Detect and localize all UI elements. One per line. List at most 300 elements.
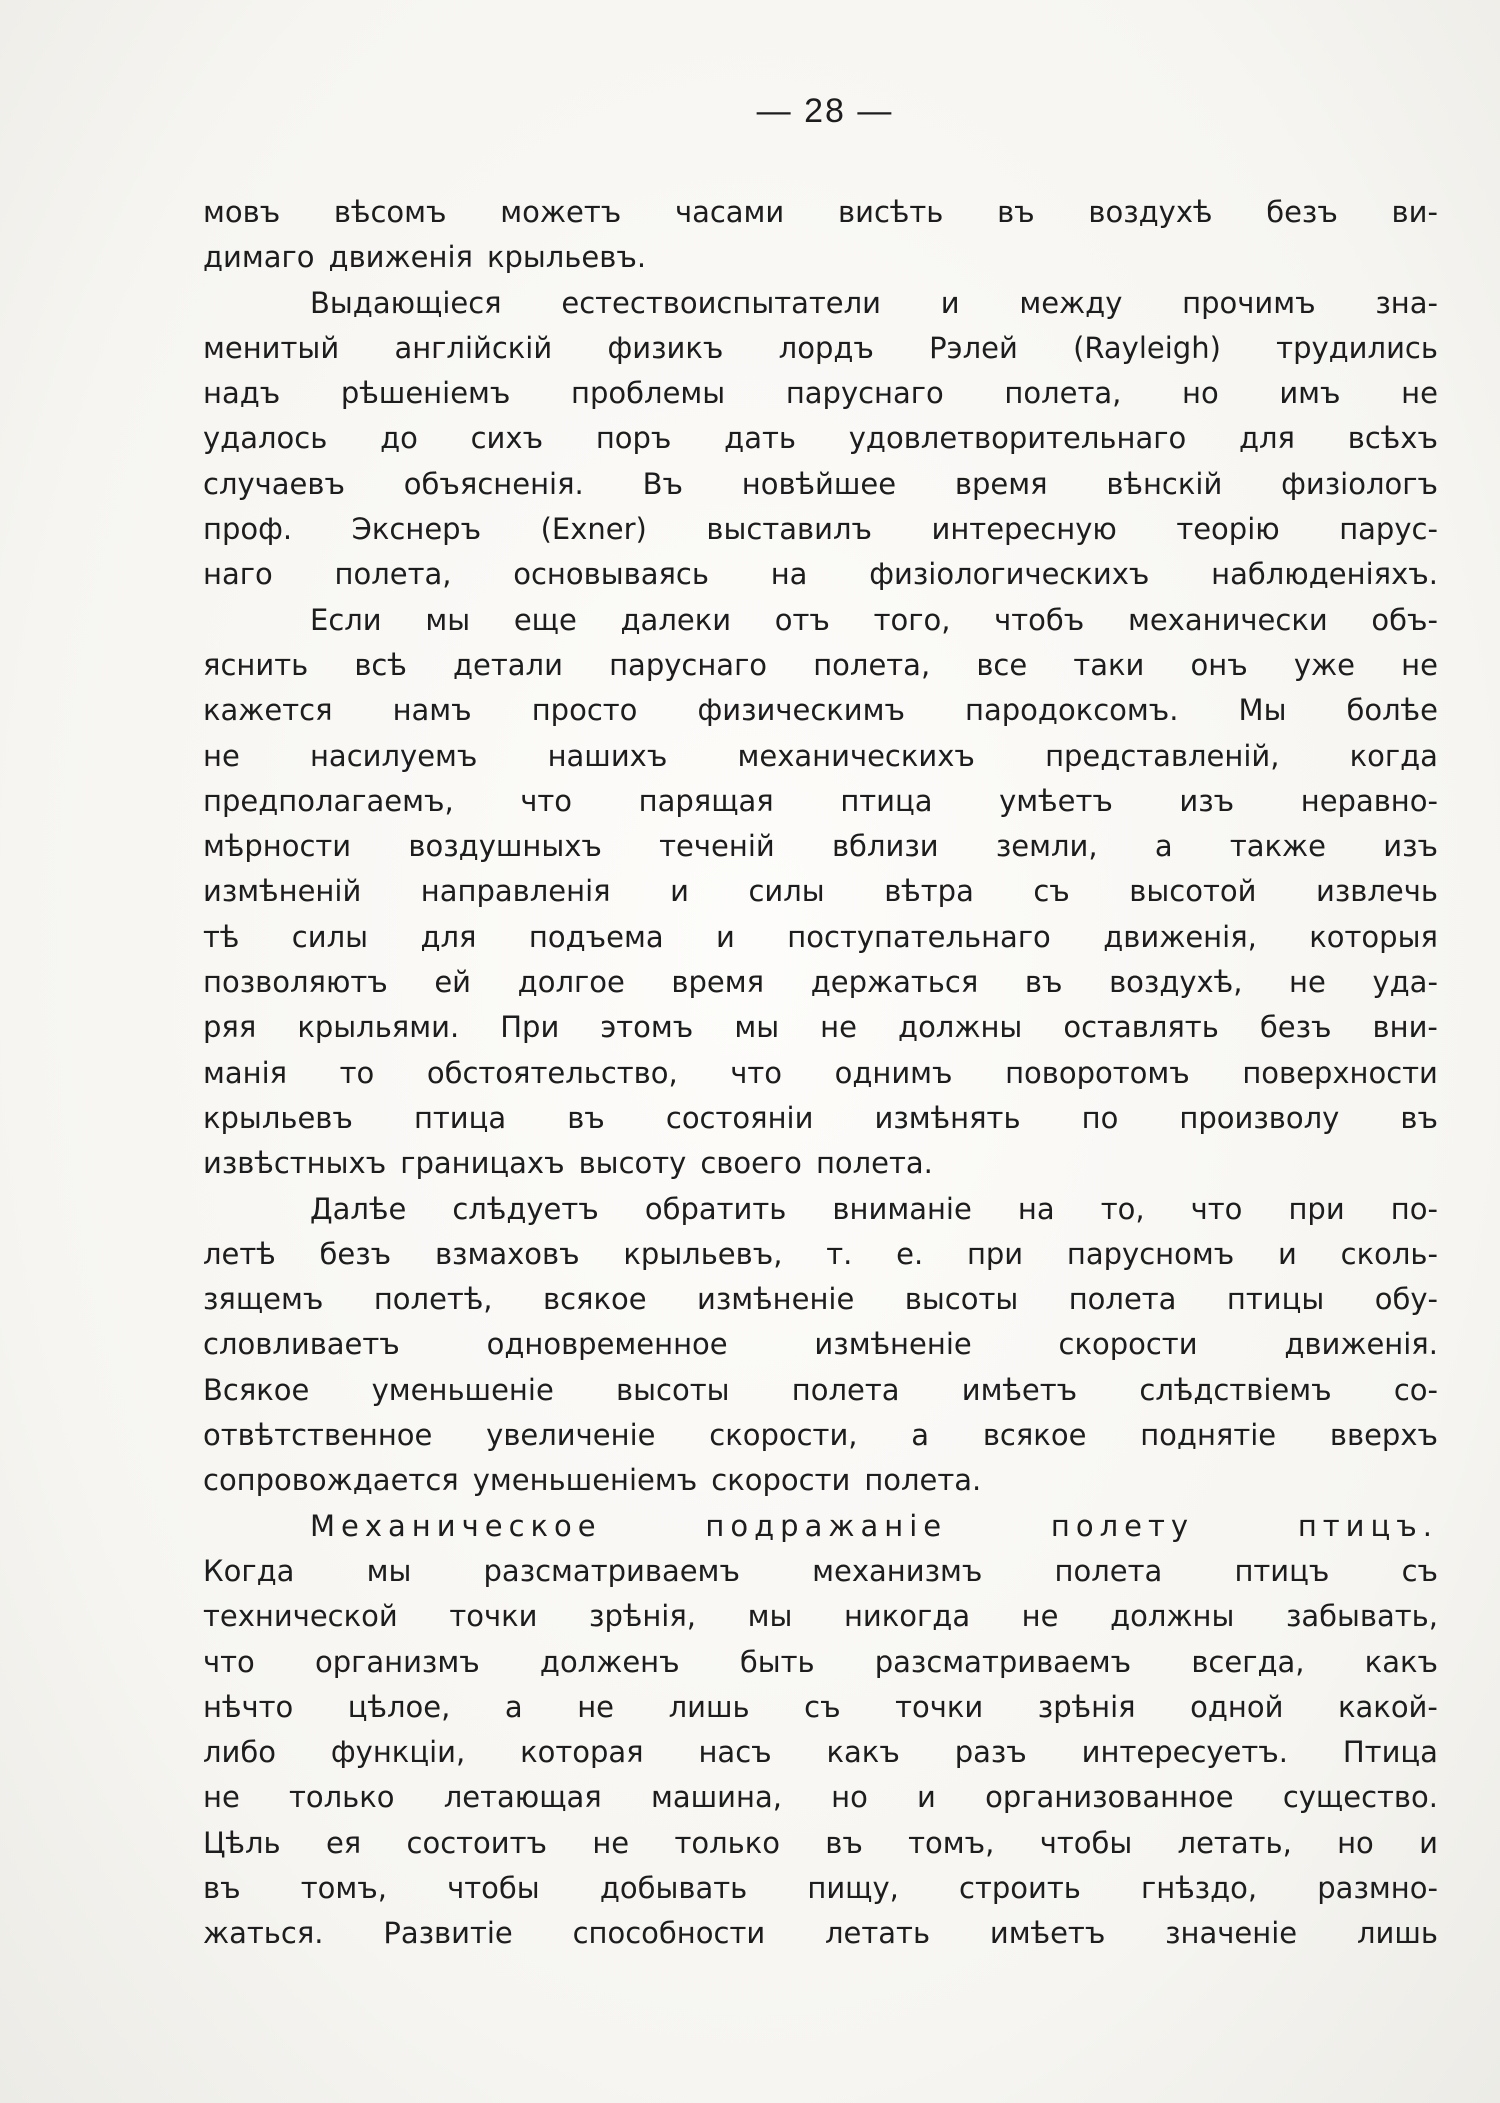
word: также xyxy=(1229,829,1326,864)
word: своего xyxy=(700,1146,802,1181)
word: долженъ xyxy=(539,1644,680,1679)
word: поворотомъ xyxy=(1005,1055,1190,1090)
word: парящая xyxy=(638,783,774,818)
word: строить xyxy=(959,1870,1081,1905)
word: и xyxy=(940,285,960,320)
word: физическимъ xyxy=(697,693,906,728)
word: земли, xyxy=(995,829,1098,864)
word: интересную xyxy=(931,512,1117,547)
word: пародоксомъ. xyxy=(965,693,1179,728)
word: а xyxy=(504,1689,523,1724)
word: никогда xyxy=(843,1599,971,1634)
word: проблемы xyxy=(571,376,726,411)
word: рѣшеніемъ xyxy=(340,376,511,411)
word: кажется xyxy=(203,693,333,728)
word: съ xyxy=(1033,874,1070,909)
word: теченій xyxy=(659,829,775,864)
text-line xyxy=(203,1821,1438,1866)
word: технической xyxy=(203,1599,398,1634)
text-line xyxy=(203,1685,1438,1730)
word: какъ xyxy=(826,1735,900,1770)
word: отъ xyxy=(774,602,830,637)
text-line xyxy=(203,1368,1438,1413)
word: насилуемъ xyxy=(309,738,478,773)
word: высоты xyxy=(904,1282,1019,1317)
word: воздухѣ xyxy=(1088,195,1213,229)
word: не xyxy=(820,1010,857,1045)
text-line xyxy=(203,915,1438,960)
word: удалось xyxy=(203,421,328,456)
word: наблюденіяхъ. xyxy=(1211,557,1438,592)
word: объ- xyxy=(1371,602,1438,637)
word: разсматриваемъ xyxy=(874,1644,1132,1679)
word: разъ xyxy=(954,1735,1027,1770)
word: имѣетъ xyxy=(989,1916,1106,1951)
word: крыльевъ. xyxy=(486,240,647,275)
word: паруснаго xyxy=(609,647,768,682)
word: скорости xyxy=(1058,1327,1198,1362)
word: обратить xyxy=(644,1191,787,1226)
word: прочимъ xyxy=(1182,285,1316,320)
word: димаго xyxy=(203,240,315,275)
word: механическихъ xyxy=(737,738,975,773)
word: зрѣнія xyxy=(1037,1689,1136,1724)
word: а xyxy=(911,1418,930,1453)
word: быть xyxy=(739,1644,815,1679)
word: слѣдуетъ xyxy=(452,1191,599,1226)
text-line xyxy=(203,1911,1438,1956)
word: добывать xyxy=(599,1870,748,1905)
word: ея xyxy=(325,1825,362,1860)
word: можетъ xyxy=(500,195,622,229)
word: Птица xyxy=(1342,1735,1438,1770)
word: Механическое xyxy=(310,1508,602,1543)
word: извѣстныхъ xyxy=(203,1146,387,1181)
word: состояніи xyxy=(665,1100,814,1135)
word: птица xyxy=(840,783,933,818)
word: мѣрности xyxy=(203,829,352,864)
word: высоты xyxy=(616,1372,730,1407)
word: что xyxy=(1190,1191,1243,1226)
word: позволяютъ xyxy=(203,965,388,1000)
word: подражаніе xyxy=(705,1508,948,1543)
word: болѣе xyxy=(1346,693,1438,728)
word: время xyxy=(671,965,765,1000)
word: имѣетъ xyxy=(961,1372,1078,1407)
word: вниманіе xyxy=(832,1191,972,1226)
word: далеки xyxy=(620,602,732,637)
word: Рэлей xyxy=(929,330,1018,365)
word: жаться. xyxy=(203,1916,324,1951)
word: измѣненій xyxy=(203,874,362,909)
word: безъ xyxy=(1259,1010,1332,1045)
text-line xyxy=(203,1096,1438,1141)
word: поръ xyxy=(595,421,672,456)
word: имъ xyxy=(1279,376,1341,411)
word: мы xyxy=(734,1010,780,1045)
word: механически xyxy=(1127,602,1328,637)
word: Всякое xyxy=(203,1372,310,1407)
word: высотой xyxy=(1129,874,1257,909)
word: Если xyxy=(310,602,382,637)
word: взмаховъ xyxy=(434,1236,580,1271)
text-line xyxy=(203,235,1438,280)
word: физикъ xyxy=(607,330,724,365)
word: полета, xyxy=(334,557,452,592)
text-line xyxy=(203,1594,1438,1639)
word: намъ xyxy=(392,693,472,728)
word: не xyxy=(1401,647,1438,682)
word: въ xyxy=(825,1825,863,1860)
word: не xyxy=(592,1825,630,1860)
word: зрѣнія, xyxy=(589,1599,697,1634)
text-line xyxy=(203,1005,1438,1050)
word: сихъ xyxy=(470,421,544,456)
word: ей xyxy=(434,965,472,1000)
text-line xyxy=(203,1051,1438,1096)
text-line xyxy=(203,643,1438,688)
word: выставилъ xyxy=(706,512,872,547)
text-line xyxy=(203,779,1438,824)
word: объясненія. xyxy=(403,466,584,501)
word: висѣть xyxy=(838,195,944,229)
word: Развитіе xyxy=(383,1916,513,1951)
word: представленій, xyxy=(1045,738,1280,773)
word: паруснаго xyxy=(785,376,944,411)
text-line xyxy=(203,688,1438,733)
word: долгое xyxy=(517,965,625,1000)
word: основываясь xyxy=(513,557,709,592)
word: размно- xyxy=(1317,1870,1438,1905)
word: произволу xyxy=(1179,1100,1340,1135)
word: полета xyxy=(1054,1553,1163,1588)
word: при xyxy=(1288,1191,1345,1226)
text-line xyxy=(203,1277,1438,1322)
word: съ xyxy=(1401,1553,1438,1588)
word: время xyxy=(954,466,1048,501)
word: полета. xyxy=(815,1146,933,1181)
word: для xyxy=(1238,421,1296,456)
word: томъ, xyxy=(300,1870,387,1905)
word: и xyxy=(716,919,735,954)
word: летать, xyxy=(1177,1825,1292,1860)
word: всякое xyxy=(982,1418,1087,1453)
word: нашихъ xyxy=(547,738,668,773)
word: только xyxy=(674,1825,780,1860)
word: высоту xyxy=(578,1146,687,1181)
text-line xyxy=(203,507,1438,552)
text-line xyxy=(203,734,1438,779)
text-line xyxy=(203,281,1438,326)
word: все xyxy=(976,647,1028,682)
word: летающая xyxy=(443,1780,602,1815)
word: крыльевъ xyxy=(203,1100,353,1135)
text-line xyxy=(203,1458,1438,1503)
word: мы xyxy=(425,602,471,637)
word: то xyxy=(339,1055,375,1090)
word: летѣ xyxy=(203,1236,276,1271)
word: вблизи xyxy=(831,829,939,864)
word: и xyxy=(670,874,689,909)
word: Цѣль xyxy=(203,1825,281,1860)
word: часами xyxy=(674,195,785,229)
word: значеніе xyxy=(1165,1916,1298,1951)
word: воздухѣ, xyxy=(1109,965,1243,1000)
word: гнѣздо, xyxy=(1141,1870,1258,1905)
word: птицъ xyxy=(1234,1553,1330,1588)
word: полету xyxy=(1050,1508,1195,1543)
word: насъ xyxy=(698,1735,772,1770)
page-number: — 28 — xyxy=(756,92,894,130)
word: (Exner) xyxy=(540,512,647,547)
word: уменьшеніе xyxy=(371,1372,554,1407)
word: что xyxy=(203,1644,255,1679)
word: а xyxy=(1154,829,1173,864)
word: е. xyxy=(896,1236,924,1271)
word: поверхности xyxy=(1242,1055,1438,1090)
word: птицы xyxy=(1226,1282,1325,1317)
word: со- xyxy=(1393,1372,1438,1407)
word: летать xyxy=(825,1916,931,1951)
word: парус- xyxy=(1339,512,1438,547)
word: лордъ xyxy=(778,330,874,365)
word: всегда, xyxy=(1191,1644,1305,1679)
word: естествоиспытатели xyxy=(561,285,881,320)
word: сопровождается xyxy=(203,1463,459,1498)
word: мы xyxy=(366,1553,412,1588)
word: полета, xyxy=(813,647,931,682)
word: либо xyxy=(203,1735,277,1770)
word: умѣетъ xyxy=(999,783,1113,818)
word: полета, xyxy=(1004,376,1122,411)
word: функціи, xyxy=(330,1735,466,1770)
word: лишь xyxy=(1356,1916,1438,1951)
text-line xyxy=(203,326,1438,371)
word: измѣнять xyxy=(874,1100,1021,1135)
word: полетѣ, xyxy=(373,1282,493,1317)
word: цѣлое, xyxy=(347,1689,451,1724)
word: чтобы xyxy=(447,1870,540,1905)
word: уже xyxy=(1293,647,1355,682)
text-line xyxy=(203,824,1438,869)
text-line xyxy=(203,598,1438,643)
word: движенія, xyxy=(1103,919,1257,954)
word: менитый xyxy=(203,330,340,365)
word: поступательнаго xyxy=(787,919,1051,954)
word: всѣ xyxy=(354,647,407,682)
text-line xyxy=(203,1775,1438,1820)
word: манія xyxy=(203,1055,288,1090)
text-line xyxy=(203,462,1438,507)
text-line xyxy=(203,1322,1438,1367)
word: не xyxy=(1289,965,1326,1000)
text-line xyxy=(203,552,1438,597)
word: забывать, xyxy=(1285,1599,1438,1634)
text-line xyxy=(203,371,1438,416)
word: изъ xyxy=(1179,783,1235,818)
word: англійскій xyxy=(394,330,553,365)
word: Выдающіеся xyxy=(310,285,502,320)
word: удовлетворительнаго xyxy=(848,421,1187,456)
word: наго xyxy=(203,557,273,592)
word: неравно- xyxy=(1300,783,1438,818)
word: съ xyxy=(804,1689,841,1724)
word: не xyxy=(1021,1599,1059,1634)
word: однимъ xyxy=(834,1055,953,1090)
text-line xyxy=(203,1730,1438,1775)
word: полета xyxy=(791,1372,900,1407)
word: существо. xyxy=(1282,1780,1438,1815)
word: силы xyxy=(748,874,825,909)
word: не xyxy=(203,738,240,773)
word: измѣненіе xyxy=(814,1327,972,1362)
word: измѣненіе xyxy=(697,1282,855,1317)
word: между xyxy=(1019,285,1123,320)
word: для xyxy=(420,919,477,954)
word: Далѣе xyxy=(310,1191,407,1226)
word: точки xyxy=(449,1599,538,1634)
word: яснить xyxy=(203,647,309,682)
word: до xyxy=(380,421,418,456)
word: при xyxy=(966,1236,1024,1271)
word: разсматриваемъ xyxy=(483,1553,740,1588)
word: отвѣтственное xyxy=(203,1418,433,1453)
word: и xyxy=(1278,1236,1297,1271)
word: силы xyxy=(291,919,369,954)
word: парусномъ xyxy=(1066,1236,1235,1271)
word: какой- xyxy=(1338,1689,1438,1724)
word: уда- xyxy=(1372,965,1438,1000)
word: въ xyxy=(1024,965,1063,1000)
word: просто xyxy=(531,693,638,728)
word: въ xyxy=(1400,1100,1438,1135)
word: этомъ xyxy=(600,1010,694,1045)
word: При xyxy=(500,1010,560,1045)
word: какъ xyxy=(1364,1644,1438,1679)
word: Въ xyxy=(642,466,683,501)
word: организмъ xyxy=(314,1644,480,1679)
word: должны xyxy=(1110,1599,1235,1634)
word: вверхъ xyxy=(1329,1418,1438,1453)
word: направленія xyxy=(420,874,611,909)
word: держаться xyxy=(810,965,979,1000)
word: крыльями. xyxy=(297,1010,460,1045)
word: нѣчто xyxy=(203,1689,294,1724)
text-line xyxy=(203,869,1438,914)
word: чтобъ xyxy=(994,602,1085,637)
word: на xyxy=(770,557,808,592)
word: того, xyxy=(873,602,951,637)
word: и xyxy=(917,1780,936,1815)
text-line xyxy=(203,190,1438,235)
word: скорости, xyxy=(709,1418,858,1453)
word: словливаетъ xyxy=(203,1327,400,1362)
text-line xyxy=(203,1504,1438,1549)
word: безъ xyxy=(319,1236,392,1271)
word: вѣнскій xyxy=(1106,466,1223,501)
word: состоитъ xyxy=(406,1825,548,1860)
word: (Rayleigh) xyxy=(1073,330,1221,365)
word: только xyxy=(289,1780,395,1815)
word: но xyxy=(1337,1825,1374,1860)
word: но xyxy=(1182,376,1219,411)
word: предполагаемъ, xyxy=(203,783,454,818)
word: чтобы xyxy=(1039,1825,1133,1860)
word: въ xyxy=(567,1100,605,1135)
word: механизмъ xyxy=(812,1553,983,1588)
word: что xyxy=(730,1055,783,1090)
word: извлечь xyxy=(1315,874,1438,909)
word: мовъ xyxy=(203,195,281,229)
word: ряя xyxy=(203,1010,257,1045)
word: случаевъ xyxy=(203,466,345,501)
text-line xyxy=(203,1187,1438,1232)
word: Мы xyxy=(1238,693,1287,728)
word: не xyxy=(203,1780,240,1815)
word: что xyxy=(520,783,573,818)
word: способности xyxy=(572,1916,766,1951)
word: т. xyxy=(826,1236,853,1271)
word: уменьшеніемъ xyxy=(472,1463,698,1498)
word: въ xyxy=(203,1870,241,1905)
word: зна- xyxy=(1375,285,1438,320)
word: онъ xyxy=(1190,647,1248,682)
word: вѣтра xyxy=(884,874,974,909)
word: детали xyxy=(453,647,563,682)
word: скорости xyxy=(711,1463,851,1498)
word: вни- xyxy=(1372,1010,1438,1045)
word: всѣхъ xyxy=(1347,421,1438,456)
word: не xyxy=(577,1689,615,1724)
word: не xyxy=(1401,376,1438,411)
word: сколь- xyxy=(1340,1236,1438,1271)
word: должны xyxy=(898,1010,1023,1045)
word: слѣдствіемъ xyxy=(1139,1372,1332,1407)
word: но xyxy=(831,1780,868,1815)
text-line xyxy=(203,1232,1438,1277)
word: птица xyxy=(413,1100,507,1135)
word: Экснеръ xyxy=(351,512,482,547)
word: новѣйшее xyxy=(741,466,897,501)
word: таки xyxy=(1073,647,1145,682)
word: увеличеніе xyxy=(486,1418,656,1453)
word: пищу, xyxy=(807,1870,899,1905)
word: полета. xyxy=(864,1463,982,1498)
word: которая xyxy=(520,1735,644,1770)
word: обстоятельство, xyxy=(426,1055,678,1090)
text-line xyxy=(203,960,1438,1005)
word: полета xyxy=(1068,1282,1177,1317)
word: по xyxy=(1081,1100,1119,1135)
word: поднятіе xyxy=(1140,1418,1277,1453)
word: по- xyxy=(1390,1191,1438,1226)
word: когда xyxy=(1349,738,1438,773)
word: ви- xyxy=(1391,195,1438,229)
word: интересуетъ. xyxy=(1081,1735,1288,1770)
text-line xyxy=(203,1640,1438,1685)
word: то, xyxy=(1100,1191,1145,1226)
word: машина, xyxy=(650,1780,782,1815)
word: обу- xyxy=(1374,1282,1438,1317)
word: движенія. xyxy=(1284,1327,1438,1362)
word: надъ xyxy=(203,376,281,411)
word: физіологъ xyxy=(1281,466,1438,501)
word: которыя xyxy=(1309,919,1438,954)
word: проф. xyxy=(203,512,293,547)
text-line xyxy=(203,1866,1438,1911)
word: безъ xyxy=(1266,195,1338,229)
word: одной xyxy=(1190,1689,1284,1724)
